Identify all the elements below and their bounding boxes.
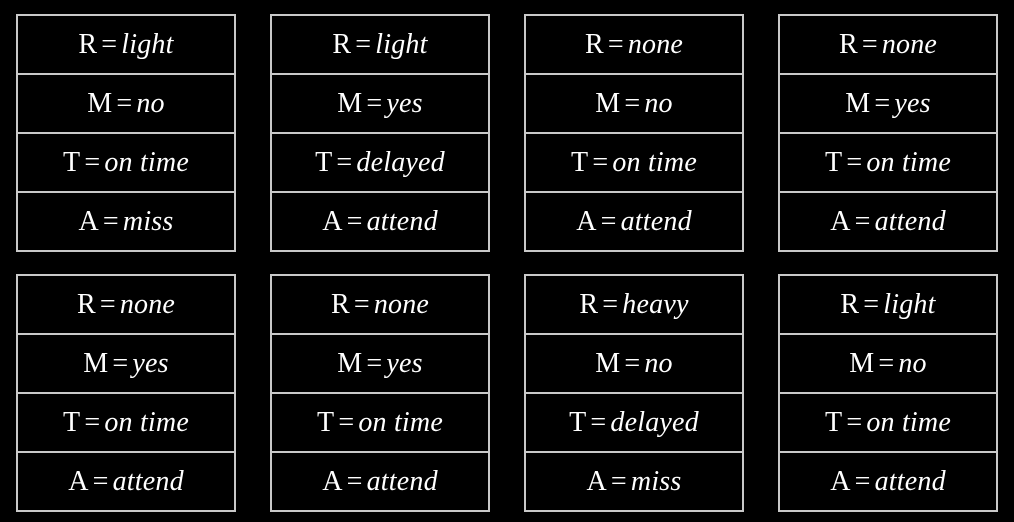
- instance-cell-text: [830, 465, 946, 497]
- instance-cell-text: [63, 406, 189, 438]
- instance-cell-text: [825, 406, 951, 438]
- variable-label: R: [838, 28, 858, 60]
- variable-label: M: [849, 347, 875, 379]
- instance-row-train: [780, 394, 996, 453]
- instance-cell-text: [76, 288, 176, 320]
- variable-value: on time: [358, 406, 443, 438]
- variable-label: R: [332, 28, 352, 60]
- instance-row-train: [272, 134, 488, 193]
- variable-label: A: [322, 205, 343, 237]
- variable-value: none: [881, 28, 938, 60]
- instance-card: [524, 274, 744, 512]
- variable-value: yes: [386, 347, 423, 379]
- equals-sign: =: [846, 146, 863, 178]
- equals-sign: =: [854, 465, 871, 497]
- instance-cell-text: [595, 347, 673, 379]
- equals-sign: =: [607, 28, 624, 60]
- equals-sign: =: [610, 465, 627, 497]
- instance-card: [270, 274, 490, 512]
- variable-value: delayed: [610, 406, 699, 438]
- variable-value: no: [898, 347, 927, 379]
- instance-cell-text: [78, 205, 174, 237]
- equals-sign: =: [854, 205, 871, 237]
- variable-value: no: [644, 87, 673, 119]
- equals-sign: =: [346, 465, 363, 497]
- equals-sign: =: [355, 28, 372, 60]
- equals-sign: =: [863, 288, 880, 320]
- variable-label: M: [83, 347, 109, 379]
- variable-label: T: [825, 146, 843, 178]
- variable-value: on time: [866, 406, 951, 438]
- equals-sign: =: [116, 87, 133, 119]
- instance-row-maintenance: [780, 75, 996, 134]
- instance-card: [270, 14, 490, 252]
- equals-sign: =: [878, 347, 895, 379]
- instance-row-rain: [18, 276, 234, 335]
- variable-value: miss: [122, 205, 174, 237]
- instance-row-train: [780, 134, 996, 193]
- variable-value: no: [136, 87, 165, 119]
- variable-value: attend: [112, 465, 184, 497]
- variable-value: attend: [874, 465, 946, 497]
- variable-value: attend: [874, 205, 946, 237]
- variable-label: A: [830, 205, 851, 237]
- variable-value: yes: [386, 87, 423, 119]
- variable-label: M: [337, 347, 363, 379]
- instance-cell-text: [337, 87, 423, 119]
- variable-value: none: [627, 28, 684, 60]
- instance-cell-text: [63, 146, 189, 178]
- instance-row-train: [526, 134, 742, 193]
- variable-value: on time: [866, 146, 951, 178]
- equals-sign: =: [590, 406, 607, 438]
- equals-sign: =: [336, 146, 353, 178]
- variable-value: heavy: [622, 288, 689, 320]
- equals-sign: =: [99, 288, 116, 320]
- equals-sign: =: [592, 146, 609, 178]
- variable-label: A: [68, 465, 89, 497]
- instance-cell-text: [322, 205, 438, 237]
- variable-value: yes: [894, 87, 931, 119]
- variable-label: R: [78, 28, 98, 60]
- instance-cell-text: [838, 28, 938, 60]
- instance-card: [16, 14, 236, 252]
- instance-row-rain: [526, 16, 742, 75]
- variable-value: no: [644, 347, 673, 379]
- variable-label: T: [315, 146, 333, 178]
- instance-cell-text: [595, 87, 673, 119]
- variable-value: none: [119, 288, 176, 320]
- variable-value: on time: [612, 146, 697, 178]
- equals-sign: =: [112, 347, 129, 379]
- instance-cell-text: [68, 465, 184, 497]
- instance-cell-text: [322, 465, 438, 497]
- equals-sign: =: [84, 406, 101, 438]
- variable-label: R: [76, 288, 96, 320]
- variable-label: M: [845, 87, 871, 119]
- equals-sign: =: [874, 87, 891, 119]
- equals-sign: =: [92, 465, 109, 497]
- instance-cell-text: [576, 205, 692, 237]
- variable-label: A: [830, 465, 851, 497]
- variable-value: attend: [620, 205, 692, 237]
- instance-card: [16, 274, 236, 512]
- instance-cell-text: [330, 288, 430, 320]
- instance-row-maintenance: [272, 335, 488, 394]
- instance-row-train: [272, 394, 488, 453]
- instance-row-train: [18, 394, 234, 453]
- instance-row-rain: [272, 16, 488, 75]
- instance-row-rain: [780, 276, 996, 335]
- variable-label: A: [586, 465, 607, 497]
- variable-value: light: [883, 288, 936, 320]
- instance-row-rain: [18, 16, 234, 75]
- equals-sign: =: [846, 406, 863, 438]
- equals-sign: =: [366, 347, 383, 379]
- instance-cell-text: [78, 28, 174, 60]
- instance-row-maintenance: [780, 335, 996, 394]
- instance-cell-text: [315, 146, 445, 178]
- variable-label: R: [579, 288, 599, 320]
- variable-value: miss: [630, 465, 682, 497]
- instance-row-appointment: [18, 193, 234, 250]
- equals-sign: =: [346, 205, 363, 237]
- equals-sign: =: [624, 347, 641, 379]
- instance-cell-text: [571, 146, 697, 178]
- instance-cell-text: [87, 87, 165, 119]
- instance-cell-text: [569, 406, 699, 438]
- instance-row-appointment: [780, 193, 996, 250]
- variable-label: T: [317, 406, 335, 438]
- equals-sign: =: [624, 87, 641, 119]
- equals-sign: =: [102, 205, 119, 237]
- instance-card: [778, 14, 998, 252]
- instance-card: [524, 14, 744, 252]
- variable-label: T: [63, 406, 81, 438]
- variable-label: T: [571, 146, 589, 178]
- instance-row-appointment: [272, 453, 488, 510]
- variable-value: on time: [104, 146, 189, 178]
- variable-value: yes: [132, 347, 169, 379]
- instance-row-appointment: [18, 453, 234, 510]
- variable-label: T: [825, 406, 843, 438]
- instance-cell-text: [584, 28, 684, 60]
- instance-cell-text: [579, 288, 689, 320]
- variable-label: R: [330, 288, 350, 320]
- instance-cell-text: [825, 146, 951, 178]
- instance-cell-text: [317, 406, 443, 438]
- instance-row-rain: [526, 276, 742, 335]
- instance-cell-text: [337, 347, 423, 379]
- variable-label: A: [322, 465, 343, 497]
- instance-row-appointment: [780, 453, 996, 510]
- equals-sign: =: [101, 28, 118, 60]
- variable-value: delayed: [356, 146, 445, 178]
- instance-row-appointment: [526, 193, 742, 250]
- variable-value: attend: [366, 465, 438, 497]
- variable-value: light: [121, 28, 174, 60]
- variable-label: A: [576, 205, 597, 237]
- variable-label: R: [840, 288, 860, 320]
- instance-cell-text: [830, 205, 946, 237]
- instance-row-train: [526, 394, 742, 453]
- instance-cell-text: [840, 288, 936, 320]
- instance-card: [778, 274, 998, 512]
- variable-label: T: [63, 146, 81, 178]
- instance-row-train: [18, 134, 234, 193]
- variable-value: attend: [366, 205, 438, 237]
- instance-row-appointment: [526, 453, 742, 510]
- instance-cell-text: [83, 347, 169, 379]
- instance-cell-text: [586, 465, 682, 497]
- equals-sign: =: [861, 28, 878, 60]
- instance-row-maintenance: [526, 75, 742, 134]
- equals-sign: =: [84, 146, 101, 178]
- instance-row-appointment: [272, 193, 488, 250]
- variable-value: on time: [104, 406, 189, 438]
- instance-row-rain: [272, 276, 488, 335]
- variable-label: M: [595, 347, 621, 379]
- instance-row-rain: [780, 16, 996, 75]
- variable-label: M: [337, 87, 363, 119]
- variable-value: light: [375, 28, 428, 60]
- equals-sign: =: [600, 205, 617, 237]
- instance-cell-text: [845, 87, 931, 119]
- variable-label: R: [584, 28, 604, 60]
- equals-sign: =: [338, 406, 355, 438]
- instance-cell-text: [332, 28, 428, 60]
- equals-sign: =: [602, 288, 619, 320]
- variable-label: A: [78, 205, 99, 237]
- equals-sign: =: [353, 288, 370, 320]
- instance-cell-text: [849, 347, 927, 379]
- instance-row-maintenance: [18, 75, 234, 134]
- instance-row-maintenance: [272, 75, 488, 134]
- variable-value: none: [373, 288, 430, 320]
- variable-label: M: [595, 87, 621, 119]
- variable-label: M: [87, 87, 113, 119]
- instance-row-maintenance: [526, 335, 742, 394]
- variable-label: T: [569, 406, 587, 438]
- instance-row-maintenance: [18, 335, 234, 394]
- equals-sign: =: [366, 87, 383, 119]
